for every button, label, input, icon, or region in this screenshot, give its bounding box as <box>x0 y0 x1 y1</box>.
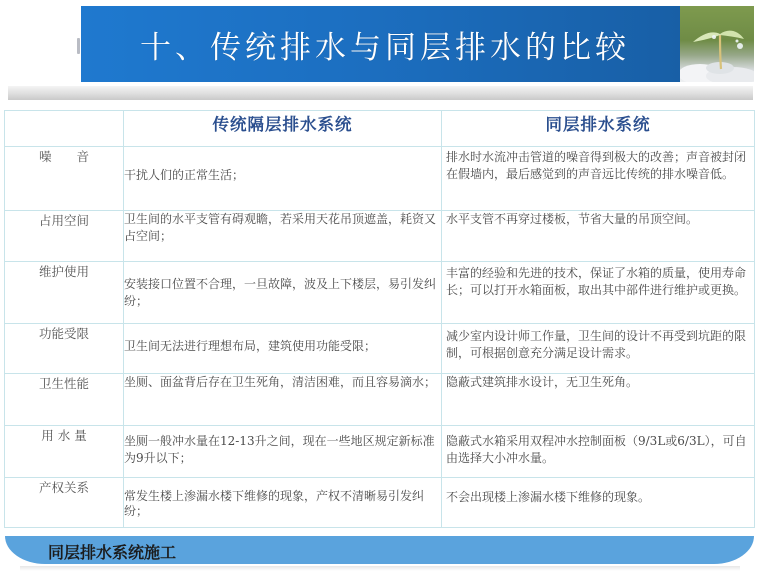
row-label-ownership: 产权关系 <box>5 478 124 528</box>
row-label-hygiene: 卫生性能 <box>5 374 124 426</box>
table-row <box>5 147 755 211</box>
same-floor-cell: 减少室内设计师工作量，卫生间的设计不再受到坑距的限制，可根据创意充分满足设计需求。 <box>442 324 755 374</box>
table-row <box>5 262 755 324</box>
table-row <box>5 324 755 374</box>
row-label-water-usage: 用 水 量 <box>5 426 124 478</box>
footer-label: 同层排水系统施工 <box>48 543 177 562</box>
seedling-photo-icon <box>680 6 754 82</box>
traditional-cell: 常发生楼上渗漏水楼下维修的现象，产权不清晰易引发纠纷； <box>124 478 442 528</box>
same-floor-cell: 丰富的经验和先进的技术，保证了水箱的质量，使用寿命长；可以打开水箱面板，取出其中部件进行维护或更换。 <box>442 262 755 324</box>
table-row <box>5 211 755 262</box>
comparison-table <box>4 110 755 528</box>
row-label-space: 占用空间 <box>5 211 124 262</box>
title-banner <box>81 6 681 82</box>
row-label-noise: 噪 音 <box>5 147 124 211</box>
same-floor-cell: 隐蔽式建筑排水设计，无卫生死角。 <box>442 374 755 426</box>
traditional-cell: 坐厕一般冲水量在12-13升之间，现在一些地区规定新标准为9升以下； <box>124 426 442 478</box>
slide-title: 十、传统排水与同层排水的比较 <box>140 29 630 66</box>
header-empty-cell <box>5 111 124 147</box>
header-same-floor: 同层排水系统 <box>442 111 755 147</box>
traditional-cell: 安装接口位置不合理，一旦故障，波及上下楼层，易引发纠纷； <box>124 262 442 324</box>
header-traditional: 传统隔层排水系统 <box>124 111 442 147</box>
title-accent-mark <box>77 38 80 54</box>
same-floor-cell: 不会出现楼上渗漏水楼下维修的现象。 <box>442 478 755 528</box>
traditional-cell: 卫生间的水平支管有碍观瞻，若采用天花吊顶遮盖，耗资又占空间； <box>124 211 442 262</box>
table-row <box>5 374 755 426</box>
footer-banner <box>5 536 754 564</box>
traditional-cell: 坐厕、面盆背后存在卫生死角，清洁困难，而且容易滴水； <box>124 374 442 426</box>
table-row <box>5 478 755 528</box>
title-shadow-divider <box>8 86 753 100</box>
same-floor-cell: 隐蔽式水箱采用双程冲水控制面板（9/3L或6/3L），可自由选择大小冲水量。 <box>442 426 755 478</box>
traditional-cell: 卫生间无法进行理想布局，建筑使用功能受限； <box>124 324 442 374</box>
traditional-cell: 干扰人们的正常生活； <box>124 147 442 211</box>
table-row <box>5 426 755 478</box>
footer-shadow <box>20 566 740 571</box>
row-label-maintenance: 维护使用 <box>5 262 124 324</box>
same-floor-cell: 排水时水流冲击管道的噪音得到极大的改善；声音被封闭在假墙内，最后感觉到的声音远比传统的排水噪音低。 <box>442 147 755 211</box>
row-label-function: 功能受限 <box>5 324 124 374</box>
table-header-row <box>5 111 755 147</box>
same-floor-cell: 水平支管不再穿过楼板，节省大量的吊顶空间。 <box>442 211 755 262</box>
